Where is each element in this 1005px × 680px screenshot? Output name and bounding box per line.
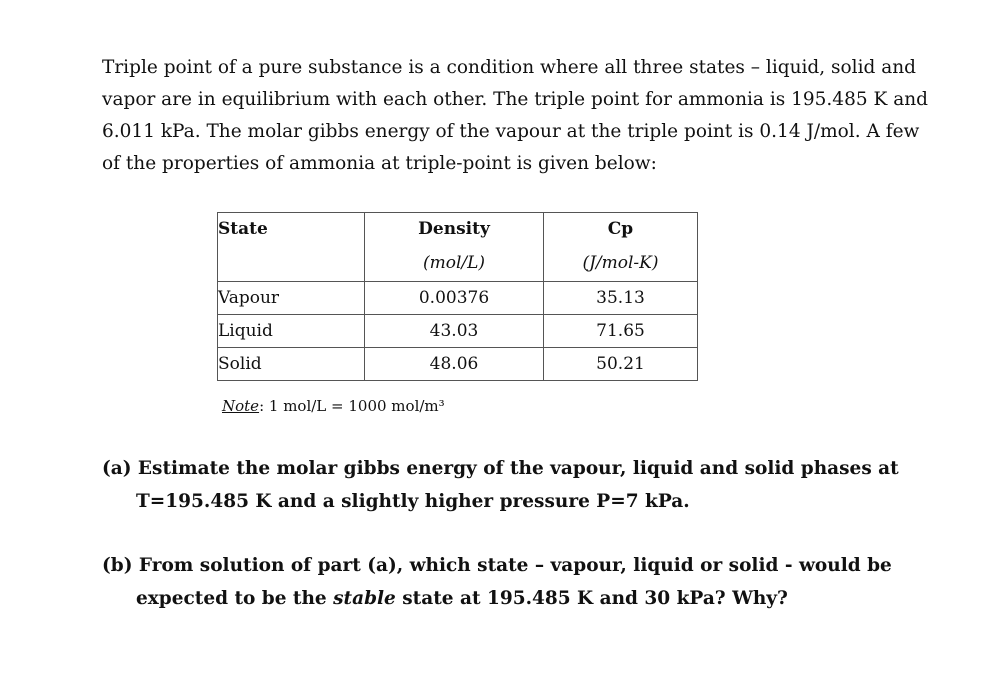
header-density-unit: (mol/L) xyxy=(422,253,486,273)
question-a xyxy=(102,452,902,518)
header-density xyxy=(365,213,544,282)
question-b-line2 xyxy=(102,582,902,615)
unit-note xyxy=(222,397,445,415)
cell-state: Liquid xyxy=(218,315,365,348)
question-b-line2-pre: expected to be the xyxy=(136,588,334,609)
header-cp-label: Cp xyxy=(607,219,634,239)
question-b xyxy=(102,549,902,615)
header-cp xyxy=(544,213,698,282)
cell-cp: 71.65 xyxy=(544,315,698,348)
question-b-line1: (b) From solution of part (a), which state – vapour, liquid or solid - would be xyxy=(102,555,892,576)
properties-table xyxy=(217,212,698,381)
table-row xyxy=(218,348,698,381)
table-row xyxy=(218,282,698,315)
note-label: Note xyxy=(222,397,260,415)
cell-density: 48.06 xyxy=(365,348,544,381)
question-a-line2: T=195.485 K and a slightly higher pressure P=7 kPa. xyxy=(136,491,690,512)
cell-density: 43.03 xyxy=(365,315,544,348)
question-a-line1: (a) Estimate the molar gibbs energy of the vapour, liquid and solid phases at xyxy=(102,458,899,479)
cell-density: 0.00376 xyxy=(365,282,544,315)
intro-paragraph: Triple point of a pure substance is a condition where all three states – liquid, solid and vapor are in equilibrium with each other. The triple point for ammonia is 195.485 K and 6.011 kPa. The molar gibbs energy of the vapour at the triple point is 0.14 J/mol. A few of the properties of ammonia at triple-point is given below: xyxy=(102,57,928,174)
table-row xyxy=(218,315,698,348)
cell-state: Vapour xyxy=(218,282,365,315)
header-state-label: State xyxy=(218,219,268,239)
note-text: : 1 mol/L = 1000 mol/m³ xyxy=(259,397,445,415)
cell-cp: 50.21 xyxy=(544,348,698,381)
cell-state: Solid xyxy=(218,348,365,381)
header-density-label: Density xyxy=(418,219,490,239)
table-header-row xyxy=(218,213,698,282)
question-b-emphasis: stable xyxy=(333,588,396,609)
header-cp-unit: (J/mol-K) xyxy=(582,253,659,273)
header-state xyxy=(218,213,365,282)
cell-cp: 35.13 xyxy=(544,282,698,315)
question-b-line2-post: state at 195.485 K and 30 kPa? Why? xyxy=(395,588,788,609)
